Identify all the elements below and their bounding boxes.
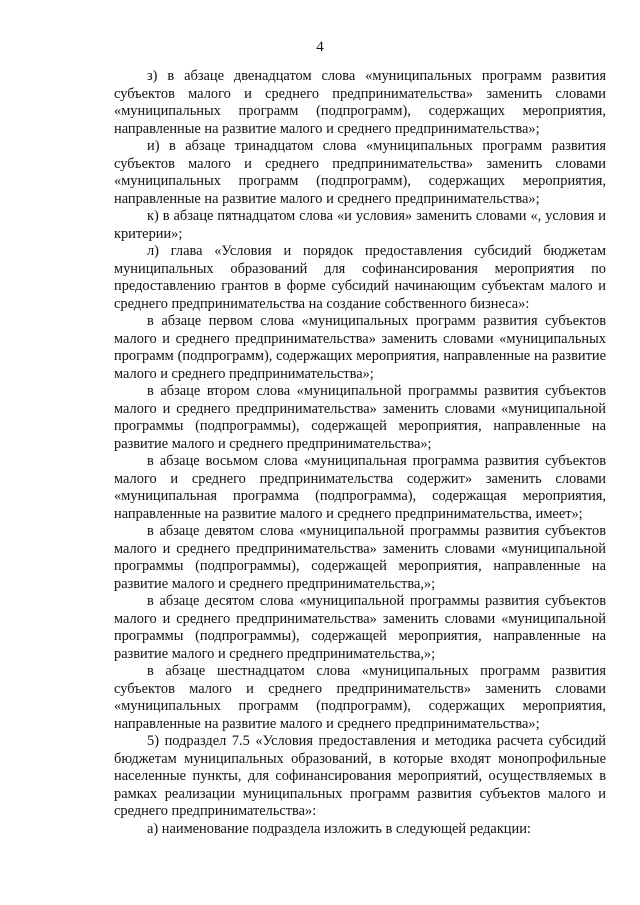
paragraph-abzats-9: в абзаце девятом слова «муниципальной программы развития субъектов малого и среднего предпринимательства» заменить словами «муниципальной программы (подпрограммы), содержащей мероприятия, направленные на развитие малого и среднего предпринимательства,»; [114, 523, 606, 592]
document-body [114, 68, 606, 838]
paragraph-5: 5) подраздел 7.5 «Условия предоставления и методика расчета субсидий бюджетам муниципальных образований, в которые входят монопрофильные населенные пункты, для софинансирования мероприятий, осуществляемых в рамках реализации муниципальных программ развития субъектов малого и среднего предпринимательства»: [114, 733, 606, 819]
paragraph-abzats-16: в абзаце шестнадцатом слова «муниципальных программ развития субъектов малого и среднего предпринимательств» заменить словами «муниципальных программ (подпрограмм), содержащих мероприятия, направленные на развитие малого и среднего предпринимательства»; [114, 663, 606, 732]
paragraph-i: и) в абзаце тринадцатом слова «муниципальных программ развития субъектов малого и среднего предпринимательства» заменить словами «муниципальных программ (подпрограмм), содержащих мероприятия, направленные на развитие малого и среднего предпринимательства»; [114, 138, 606, 207]
page-number: 4 [316, 39, 324, 55]
paragraph-abzats-10: в абзаце десятом слова «муниципальной программы развития субъектов малого и среднего предпринимательства» заменить словами «муниципальной программы (подпрограммы), содержащей мероприятия, направленные на развитие малого и среднего предпринимательства,»; [114, 593, 606, 662]
paragraph-z: з) в абзаце двенадцатом слова «муниципальных программ развития субъектов малого и среднего предпринимательства» заменить словами «муниципальных программ (подпрограмм), содержащих мероприятия, направленные на развитие малого и среднего предпринимательства»; [114, 68, 606, 137]
paragraph-abzats-1: в абзаце первом слова «муниципальных программ развития субъектов малого и среднего предпринимательства» заменить словами «муниципальных программ (подпрограмм), содержащих мероприятия, направленные на развитие малого и среднего предпринимательства»; [114, 313, 606, 382]
paragraph-k: к) в абзаце пятнадцатом слова «и условия» заменить словами «, условия и критерии»; [114, 208, 606, 242]
paragraph-abzats-2: в абзаце втором слова «муниципальной программы развития субъектов малого и среднего предпринимательства» заменить словами «муниципальной программы (подпрограммы), содержащей мероприятия, направленные на развитие малого и среднего предпринимательства»; [114, 383, 606, 452]
paragraph-abzats-8: в абзаце восьмом слова «муниципальная программа развития субъектов малого и среднего предпринимательства содержит» заменить словами «муниципальная программа (подпрограмма), содержащая мероприятия, направленные на развитие малого и среднего предпринимательства, имеет»; [114, 453, 606, 522]
paragraph-a: а) наименование подраздела изложить в следующей редакции: [147, 820, 531, 837]
paragraph-l: л) глава «Условия и порядок предоставления субсидий бюджетам муниципальных образований для софинансирования мероприятия по предоставлению грантов в форме субсидий начинающим субъектам малого и среднего предпринимательства на создание собственного бизнеса»: [114, 243, 606, 312]
